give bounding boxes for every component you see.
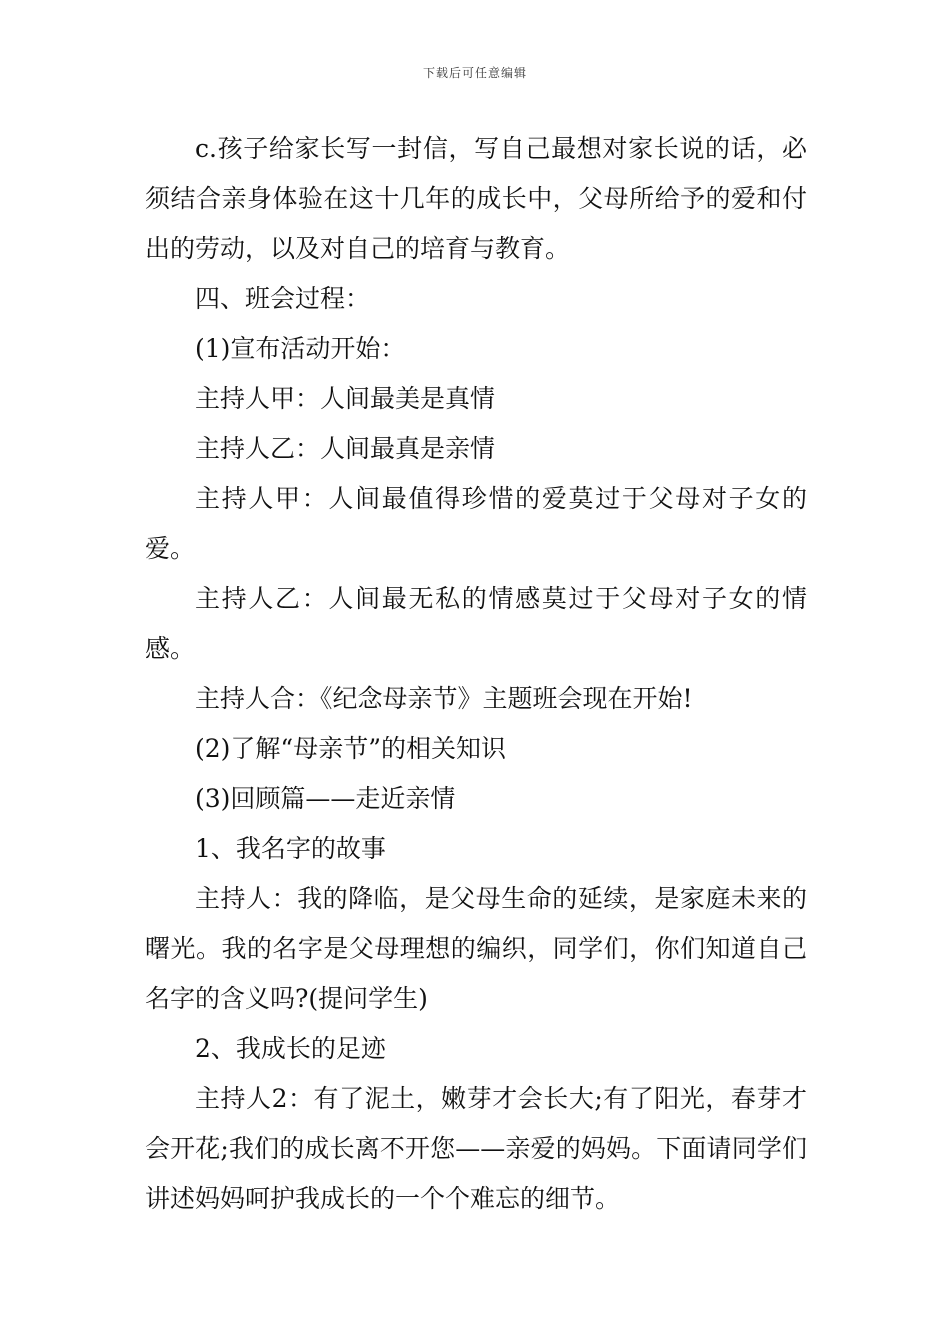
item-name-story: 1、我名字的故事 (195, 834, 386, 863)
document-body (145, 124, 807, 1224)
host-b-line-2: 主持人乙：人间最无私的情感莫过于父母对子女的情感。 (145, 584, 807, 663)
header-note: 下载后可任意编辑 (422, 66, 527, 80)
host-b-line-1: 主持人乙：人间最真是亲情 (195, 434, 496, 463)
hosts-together-line: 主持人合：《纪念母亲节》主题班会现在开始! (195, 684, 693, 713)
host-name-story-paragraph: 主持人：我的降临，是父母生命的延续，是家庭未来的曙光。我的名字是父母理想的编织，同学们，你们知道自己名字的含义吗?(提问学生) (145, 884, 807, 1013)
host-a-line-1: 主持人甲：人间最美是真情 (195, 384, 496, 413)
section-heading-process: 四、班会过程： (195, 284, 371, 313)
step-mothers-day-knowledge: (2)了解“母亲节”的相关知识 (195, 734, 506, 763)
item-growth-footprints: 2、我成长的足迹 (195, 1034, 386, 1063)
host-a-line-2: 主持人甲：人间最值得珍惜的爱莫过于父母对子女的爱。 (145, 484, 807, 563)
step-announce-start: (1)宣布活动开始： (195, 334, 406, 363)
paragraph-letter-task: c.孩子给家长写一封信，写自己最想对家长说的话，必须结合亲身体验在这十几年的成长中，父母所给予的爱和付出的劳动，以及对自己的培育与教育。 (145, 134, 807, 263)
host-2-growth-paragraph: 主持人2：有了泥土，嫩芽才会长大;有了阳光，春芽才会开花;我们的成长离不开您——亲爱的妈妈。下面请同学们讲述妈妈呵护我成长的一个个难忘的细节。 (145, 1084, 807, 1213)
step-review-section: (3)回顾篇——走近亲情 (195, 784, 456, 813)
